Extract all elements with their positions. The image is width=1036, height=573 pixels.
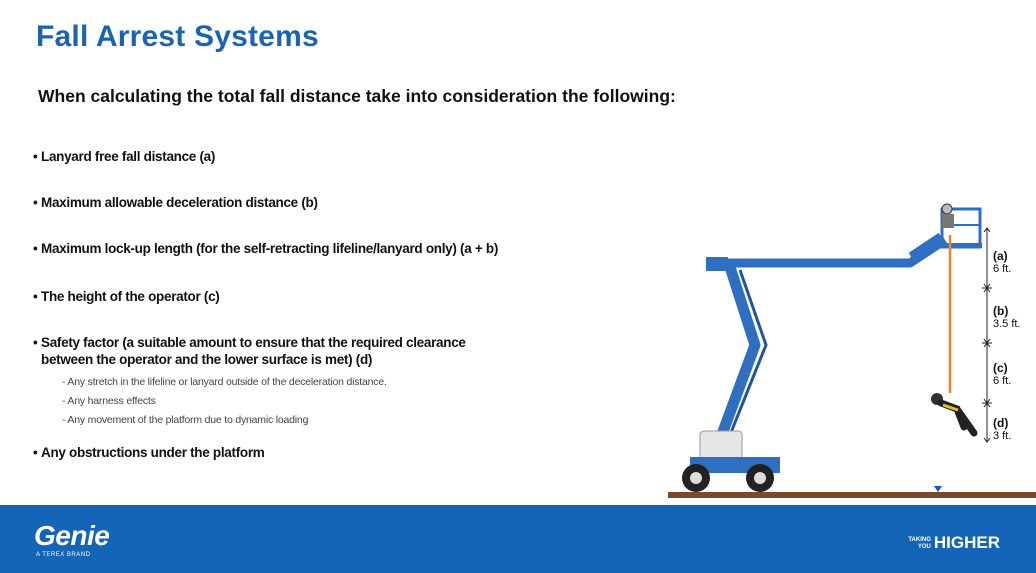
subtitle: When calculating the total fall distance take into consideration the following: — [38, 86, 676, 106]
operator-head — [942, 204, 952, 214]
measurement-a: (a) 6 ft. — [993, 249, 1012, 275]
ground — [668, 492, 1036, 498]
bullet-text: The height of the operator (c) — [41, 289, 220, 304]
sub-bullet-platform-movement: - Any movement of the platform due to dynamic loading — [62, 414, 309, 426]
upper-boom — [710, 240, 945, 263]
bullet-obstructions: • Any obstructions under the platform — [33, 445, 265, 460]
tagline-main: HIGHER — [933, 533, 1000, 552]
measurement-d: (d) 3 ft. — [993, 416, 1012, 442]
bullet-operator-height: • The height of the operator (c) — [33, 289, 220, 304]
genie-logo: Genie — [34, 520, 110, 551]
bullet-text: Maximum allowable deceleration distance (b) — [41, 195, 318, 210]
bullet-deceleration: • Maximum allowable deceleration distance (b) — [33, 195, 318, 210]
tagline-small: TAKING YOU — [908, 536, 931, 550]
measurement-c: (c) 6 ft. — [993, 361, 1012, 387]
page-title: Fall Arrest Systems — [36, 20, 319, 53]
boom-lift-illustration — [660, 195, 1036, 505]
basket-floor — [940, 243, 982, 248]
ground-object — [934, 486, 942, 492]
tagline — [908, 533, 1000, 553]
logo-subtitle: A TEREX BRAND — [36, 552, 91, 558]
bullet-text: Lanyard free fall distance (a) — [41, 149, 216, 164]
bullet-safety-factor: • Safety factor (a suitable amount to ensure that the required clearance — [33, 335, 466, 350]
bullet-safety-factor-cont: between the operator and the lower surface is met) (d) — [41, 352, 373, 367]
bullet-lanyard-free-fall: • Lanyard free fall distance (a) — [33, 149, 216, 164]
sub-bullet-stretch: - Any stretch in the lifeline or lanyard outside of the deceleration distance. — [62, 376, 387, 388]
sub-bullet-harness: - Any harness effects — [62, 395, 156, 407]
operator-body — [942, 214, 954, 228]
footer-bar — [0, 505, 1036, 573]
boom-lift-svg — [660, 195, 1036, 505]
bullet-lock-up-length: • Maximum lock-up length (for the self-retracting lifeline/lanyard only) (a + b) — [33, 241, 499, 256]
measurement-b: (b) 3.5 ft. — [993, 304, 1021, 330]
bullet-text: Safety factor (a suitable amount to ensure that the required clearance — [41, 335, 466, 350]
bullet-text: Any obstructions under the platform — [41, 445, 265, 460]
bullet-text: Maximum lock-up length (for the self-retracting lifeline/lanyard only) (a + b) — [41, 241, 499, 256]
boom-knuckle — [706, 257, 728, 271]
